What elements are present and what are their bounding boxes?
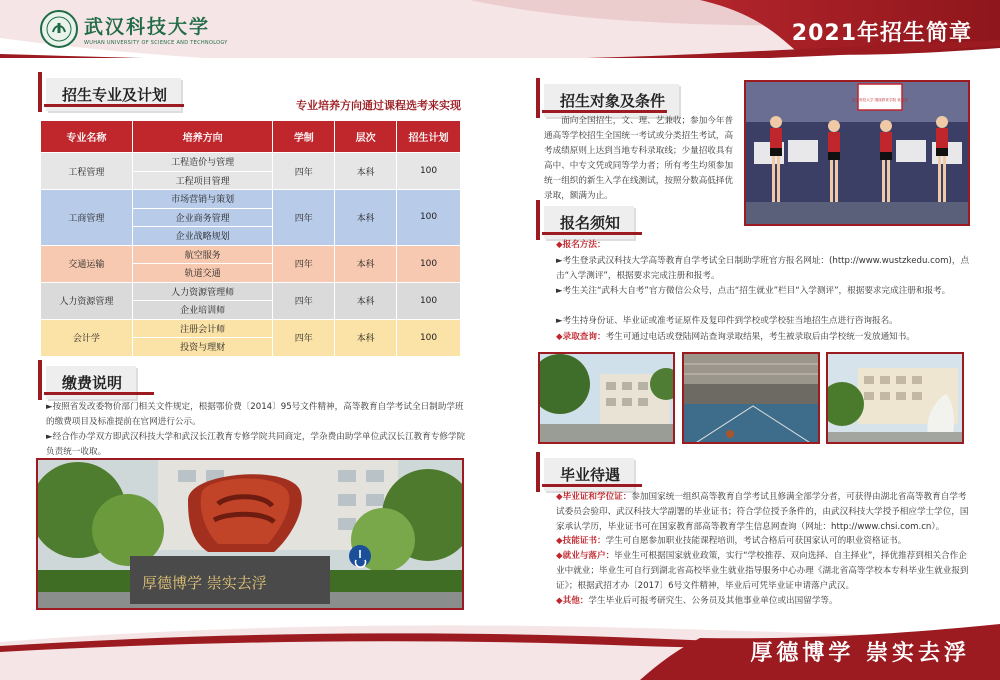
cell-direction: 投资与理财 xyxy=(132,338,273,357)
table-row xyxy=(41,319,461,338)
plan-note: 专业培养方向通过课程选考来实现 xyxy=(296,99,461,112)
grad-item-diploma xyxy=(556,490,974,535)
stone-inscription: 厚德博学 崇实去浮 xyxy=(142,574,267,592)
cell-direction: 注册会计师 xyxy=(132,319,273,338)
cell-direction: 企业战略规划 xyxy=(132,227,273,246)
grad-item-employment xyxy=(556,549,974,594)
cell-years: 四年 xyxy=(273,190,335,246)
apply-method-1: ►考生登录武汉科技大学高等教育自学考试全日制助学班官方报名网址：(http://www.wustzkedu.com)，点击“入学测评”，根据要求完成注册和报考。 xyxy=(556,256,970,281)
campus-photo-1 xyxy=(538,352,675,444)
section-grad-title: 毕业待遇 xyxy=(544,458,634,491)
col-header-level: 层次 xyxy=(335,121,397,153)
school-logo xyxy=(40,10,228,48)
grad-item-skills-label: ◆技能证书： xyxy=(556,536,606,546)
fees-paragraph-2: ►经合作办学双方即武汉科技大学和武汉长江教育专修学院共同商定，学杂费由助学单位武汉长江教育专修学院负责统一收取。 xyxy=(46,432,466,457)
table-row xyxy=(41,282,461,301)
cell-level: 本科 xyxy=(335,319,397,356)
query-label: ◆录取查询： xyxy=(556,332,606,342)
cell-quota: 100 xyxy=(397,153,461,190)
enrollment-plan-table xyxy=(40,120,461,357)
cell-years: 四年 xyxy=(273,319,335,356)
apply-method-2: ►考生关注“武科大自考”官方微信公众号，点击“招生就业”栏目“入学测评”，根据要求完成注册和报考。 xyxy=(556,286,951,296)
cell-level: 本科 xyxy=(335,190,397,246)
cell-level: 本科 xyxy=(335,282,397,319)
cell-direction: 市场营销与策划 xyxy=(132,190,273,209)
table-row xyxy=(41,190,461,209)
page-header xyxy=(0,0,1000,58)
grad-item-employment-text: 毕业生可根据国家就业政策，实行“学校推荐、双向选择、自主择业”，择优推荐到相关合作企业中就业；毕业生可自行到湖北省高校毕业生就业指导服务中心办理《湖北省高等学校本专科毕业生就业报到证》；根据武招才办〔2017〕6号文件精神，毕业后可凭毕业证申请落户武汉。 xyxy=(556,551,969,591)
section-apply-title: 报名须知 xyxy=(544,206,634,239)
brochure-title: 2021年招生简章 xyxy=(791,21,972,46)
table-row xyxy=(41,245,461,264)
apply-method-label: ◆报名方法： xyxy=(556,240,606,250)
campus-photo-2 xyxy=(826,352,964,444)
cell-level: 本科 xyxy=(335,153,397,190)
school-name-cn: 武汉科技大学 xyxy=(84,16,211,38)
cell-quota: 100 xyxy=(397,282,461,319)
fees-paragraph-1: ►按照省发改委物价部门相关文件规定，根据鄂价费〔2014〕95号文件精神，高等教育自学考试全日制助学班的缴费项目及标准提前在官网进行公示。 xyxy=(46,402,464,427)
target-paragraph: 面向全国招生，文、理、艺兼收；参加今年普通高等学校招生全国统一考试或分类招生考试，高考成绩原则上达到当地专科录取线；少量招收具有高中、中专文凭或同等学力者；所有考生均须参加统一组织的新生入学在线测试，按照分数高低择优录取，额满为止。 xyxy=(544,116,734,201)
grad-item-other-text: 学生毕业后可报考研究生、公务员及其他事业单位或出国留学等。 xyxy=(588,596,838,606)
col-header-years: 学制 xyxy=(273,121,335,153)
gym-photo xyxy=(682,352,820,444)
cell-direction: 轨道交通 xyxy=(132,264,273,283)
col-header-quota: 招生计划 xyxy=(397,121,461,153)
cell-major: 人力资源管理 xyxy=(41,282,133,319)
cell-direction: 企业培训师 xyxy=(132,301,273,320)
grad-item-other xyxy=(556,594,974,609)
cell-years: 四年 xyxy=(273,282,335,319)
section-apply-heading xyxy=(544,206,634,239)
apply-method-3: ►考生持身份证、毕业证或准考证原件及复印件到学校或学校驻当地招生点进行咨询报名。 xyxy=(556,316,898,326)
footer-slogan: 厚德博学 崇实去浮 xyxy=(750,640,970,666)
school-seal-icon xyxy=(40,10,78,48)
cell-direction: 航空服务 xyxy=(132,245,273,264)
cell-major: 会计学 xyxy=(41,319,133,356)
cell-years: 四年 xyxy=(273,153,335,190)
cell-direction: 人力资源管理师 xyxy=(132,282,273,301)
cheerleaders-photo xyxy=(744,80,970,226)
section-target-title: 招生对象及条件 xyxy=(544,84,679,117)
cell-direction: 工程项目管理 xyxy=(132,171,273,190)
grad-item-other-label: ◆其他： xyxy=(556,596,589,606)
basketball-icon xyxy=(726,430,734,438)
campus-sculpture-photo xyxy=(36,458,464,610)
cell-direction: 工程造价与管理 xyxy=(132,153,273,172)
col-header-major: 专业名称 xyxy=(41,121,133,153)
sculpture-illustration xyxy=(38,460,464,610)
cell-quota: 100 xyxy=(397,319,461,356)
table-header-row xyxy=(41,121,461,153)
welcome-banner-text: 武汉科技大学 继续教育学院 欢迎您 xyxy=(851,98,909,102)
cell-quota: 100 xyxy=(397,245,461,282)
section-plan-heading xyxy=(46,78,181,111)
cell-quota: 100 xyxy=(397,190,461,246)
section-fees-heading xyxy=(46,366,136,399)
cell-years: 四年 xyxy=(273,245,335,282)
grad-item-employment-label: ◆就业与落户： xyxy=(556,551,615,561)
grad-item-skills xyxy=(556,534,974,549)
section-target-heading xyxy=(544,84,679,117)
grad-item-diploma-text: 参加国家统一组织高等教育自学考试且修满全部学分者，可获得由湖北省高等教育自学考试委员会验印、武汉科技大学副署的毕业证书；符合学位授予条件的，由武汉科技大学授予相应学士学位，国家承认学历，毕业证书可在国家教育部高等教育学生信息网查询（网址：http://www.chsi.com.cn）。 xyxy=(556,492,969,532)
section-plan-title: 招生专业及计划 xyxy=(46,78,181,111)
cell-major: 工程管理 xyxy=(41,153,133,190)
admission-query xyxy=(556,330,974,345)
query-text: 考生可通过电话或登陆网站查询录取结果，考生被录取后由学校统一发放通知书。 xyxy=(605,332,915,342)
school-name-en: WUHAN UNIVERSITY OF SCIENCE AND TECHNOLOGY xyxy=(84,40,228,46)
table-row xyxy=(41,153,461,172)
cell-direction: 企业商务管理 xyxy=(132,208,273,227)
grad-item-diploma-label: ◆毕业证和学位证： xyxy=(556,492,632,502)
cell-level: 本科 xyxy=(335,245,397,282)
section-grad-heading xyxy=(544,458,634,491)
welcome-banner xyxy=(858,84,902,110)
cell-major: 工商管理 xyxy=(41,190,133,246)
col-header-direction: 培养方向 xyxy=(132,121,273,153)
grad-item-skills-text: 学生可自愿参加职业技能课程培训，考试合格后可获国家认可的职业资格证书。 xyxy=(605,536,907,546)
section-fees-title: 缴费说明 xyxy=(46,366,136,399)
cell-major: 交通运输 xyxy=(41,245,133,282)
